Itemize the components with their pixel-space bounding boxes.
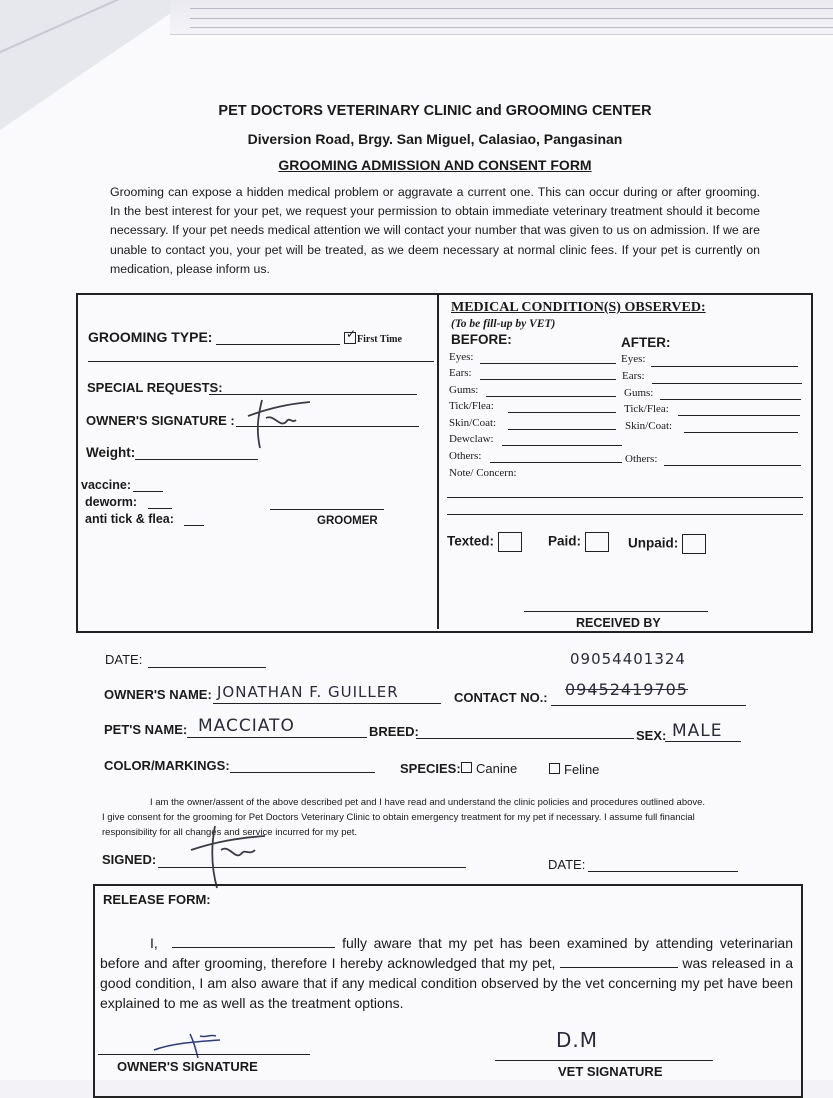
unpaid-label: Unpaid: (628, 535, 679, 551)
after-others-field[interactable] (664, 465, 801, 466)
species-label: SPECIES: (400, 761, 461, 776)
release-owner-signature-scribble (150, 1030, 230, 1060)
owner-name-field[interactable]: JONATHAN F. GUILLER (217, 683, 399, 701)
before-eyes-label: Eyes: (449, 351, 474, 363)
release-text-1: fully aware that my pet has been examined by attending veterinarian before and after grooming, therefore I hereby acknowledged that my pet, (100, 935, 794, 971)
vet-initials: D.M (556, 1028, 599, 1052)
before-skin-field[interactable] (508, 429, 616, 430)
before-eyes-field[interactable] (480, 363, 616, 364)
weight-label: Weight: (86, 445, 136, 460)
release-owner-name-field[interactable] (172, 933, 335, 948)
texted-label: Texted: (447, 533, 495, 549)
contact-label: CONTACT NO.: (454, 690, 548, 705)
release-owner-signature-label: OWNER'S SIGNATURE (117, 1059, 258, 1074)
contact-number-field[interactable]: 09452419705 (565, 680, 688, 699)
texted-checkbox[interactable] (498, 532, 522, 552)
contact-number-top: 09054401324 (570, 650, 686, 668)
vet-signature-line[interactable] (495, 1060, 713, 1061)
sex-line[interactable] (665, 741, 741, 742)
before-others-field[interactable] (490, 462, 622, 463)
before-tick-label: Tick/Flea: (449, 400, 494, 412)
before-skin-label: Skin/Coat: (449, 417, 497, 429)
release-pet-name-field[interactable] (560, 953, 678, 968)
form-title: GROOMING ADMISSION AND CONSENT FORM (278, 157, 592, 173)
deworm-label: deworm: (85, 495, 138, 509)
color-markings-field[interactable] (230, 758, 375, 773)
after-tick-field[interactable] (678, 415, 800, 416)
grooming-type-label: GROOMING TYPE: (88, 329, 213, 345)
before-gums-field[interactable] (486, 396, 616, 397)
after-skin-field[interactable] (684, 432, 798, 433)
canine-checkbox[interactable] (461, 762, 472, 773)
grooming-type-field[interactable] (216, 330, 340, 345)
feline-label: Feline (564, 762, 600, 777)
deworm-field[interactable] (148, 494, 172, 509)
release-i: I, (150, 935, 158, 951)
special-requests-field[interactable] (209, 380, 417, 395)
canine-label: Canine (476, 761, 518, 776)
weight-field[interactable] (135, 445, 258, 460)
unpaid-checkbox[interactable] (682, 534, 706, 554)
note-line-1[interactable] (447, 497, 803, 498)
date-label: DATE: (105, 652, 143, 667)
after-tick-label: Tick/Flea: (624, 403, 669, 415)
pet-name-line[interactable] (187, 737, 367, 738)
attached-sheet-edge (170, 0, 833, 35)
before-ears-label: Ears: (449, 367, 472, 379)
after-label: AFTER: (621, 335, 671, 350)
before-label: BEFORE: (451, 332, 512, 347)
after-gums-label: Gums: (624, 387, 654, 399)
anti-tick-field[interactable] (184, 511, 204, 526)
signed-label: SIGNED: (102, 852, 157, 867)
owner-signature-label: OWNER'S SIGNATURE : (86, 413, 235, 428)
consent-date-field[interactable] (588, 857, 738, 872)
sex-label: SEX: (636, 728, 667, 743)
paid-checkbox[interactable] (585, 532, 609, 552)
breed-field[interactable] (416, 724, 634, 739)
release-paragraph (100, 933, 793, 1013)
after-skin-label: Skin/Coat: (625, 420, 673, 432)
species-canine-option[interactable] (461, 761, 517, 776)
anti-tick-label: anti tick & flea: (85, 512, 174, 526)
owner-name-label: OWNER'S NAME: (104, 687, 212, 702)
after-eyes-label: Eyes: (621, 353, 646, 365)
feline-checkbox[interactable] (549, 763, 560, 774)
received-by-label: RECEIVED BY (576, 616, 661, 630)
texted-option[interactable] (447, 532, 522, 552)
checkmark-icon: ✓ (346, 327, 357, 341)
release-title: RELEASE FORM: (103, 892, 211, 907)
date-field[interactable] (148, 653, 266, 668)
consent-line-1: I am the owner/assent of the above described pet and I have read and understand the clinic policies and procedures outlined above. (150, 797, 706, 808)
vaccine-label: vaccine: (81, 478, 132, 492)
owner-name-line[interactable] (213, 703, 441, 704)
after-ears-label: Ears: (622, 370, 645, 382)
first-time-label: First Time (357, 334, 402, 345)
sex-field[interactable]: MALE (672, 721, 723, 741)
release-text-2: was released in a good condition, I am also aware that if any medical condition observed by the vet concerning my pet have been explained to me as well as the treatment options. (100, 955, 793, 1011)
paid-label: Paid: (548, 533, 582, 549)
consent-date-label: DATE: (548, 857, 586, 872)
paid-option[interactable] (548, 532, 609, 552)
signed-signature-scribble (185, 820, 275, 890)
color-markings-label: COLOR/MARKINGS: (104, 758, 230, 773)
box-divider (437, 295, 439, 629)
note-concern-label: Note/ Concern: (449, 467, 517, 479)
vet-signature-label: VET SIGNATURE (558, 1064, 663, 1079)
before-dewclaw-field[interactable] (502, 445, 622, 446)
groomer-label: GROOMER (317, 515, 378, 527)
pet-name-field[interactable]: MACCIATO (198, 716, 295, 736)
after-gums-field[interactable] (660, 399, 801, 400)
medical-subtitle: (To be fill-up by VET) (451, 318, 556, 330)
pet-name-label: PET'S NAME: (104, 722, 188, 737)
after-ears-field[interactable] (652, 383, 802, 384)
grooming-type-line-2[interactable] (88, 361, 434, 362)
contact-line[interactable] (551, 705, 746, 706)
clinic-name: PET DOCTORS VETERINARY CLINIC and GROOMING CENTER (218, 103, 652, 119)
before-gums-label: Gums: (449, 384, 479, 396)
vaccine-field[interactable] (133, 477, 163, 492)
consent-line-2: I give consent for the grooming for Pet Doctors Veterinary Clinic to obtain emergency treatment for my pet if necessary. I assume full financial responsibility for all changes and service incurred for my pet. (102, 812, 695, 838)
before-ears-field[interactable] (480, 379, 616, 380)
before-dewclaw-label: Dewclaw: (449, 433, 494, 445)
after-others-label: Others: (625, 453, 658, 465)
after-eyes-field[interactable] (651, 366, 798, 367)
note-line-2[interactable] (447, 514, 803, 515)
clinic-address: Diversion Road, Brgy. San Miguel, Calasiao, Pangasinan (247, 131, 623, 147)
species-feline-option[interactable] (549, 762, 599, 777)
groomer-signature-line[interactable] (270, 509, 384, 510)
intro-paragraph: Grooming can expose a hidden medical problem or aggravate a current one. This can occur during or after grooming. In the best interest for your pet, we request your permission to obtain immediate veterinary treatment should it become necessary. If your pet needs medical attention we will contact your number that was given to us on admission. If we are unable to contact you, your pet will be treated, as we deem necessary at normal clinic fees. If your pet is currently on medication, please inform us. (110, 185, 760, 276)
received-by-line[interactable] (524, 611, 708, 612)
medical-title: MEDICAL CONDITION(S) OBSERVED: (451, 300, 706, 315)
release-owner-signature-line[interactable] (98, 1054, 310, 1055)
breed-label: BREED: (369, 724, 419, 739)
unpaid-option[interactable] (628, 534, 706, 554)
before-tick-field[interactable] (508, 412, 616, 413)
special-requests-label: SPECIAL REQUESTS: (87, 380, 223, 395)
before-others-label: Others: (449, 450, 482, 462)
